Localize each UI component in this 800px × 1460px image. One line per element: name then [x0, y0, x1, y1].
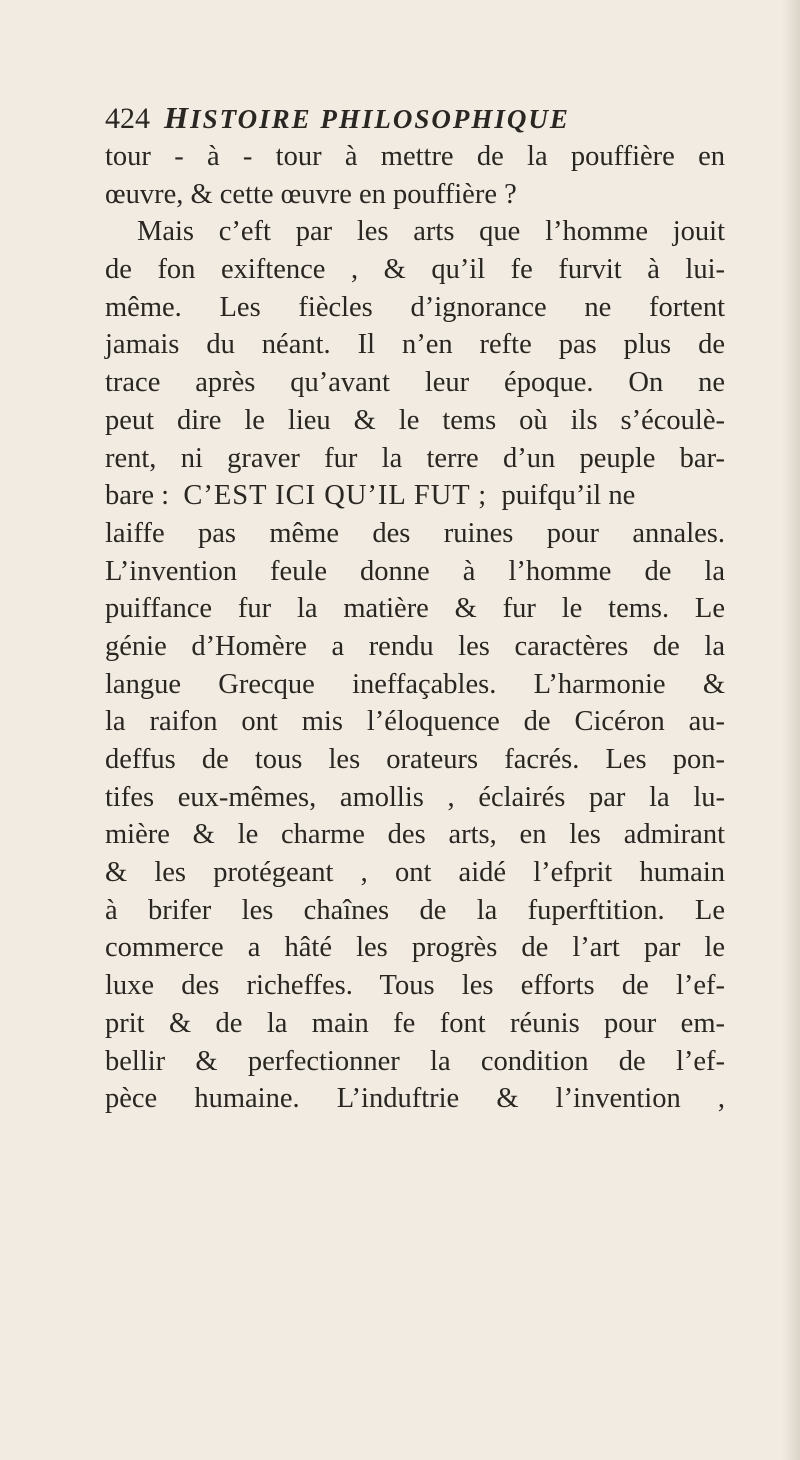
text-line: à brifer les chaînes de la fuperftition. Le: [105, 894, 725, 926]
text-line: la raifon ont mis l’éloquence de Cicéron au-: [105, 706, 725, 738]
text-line: commerce a hâté les progrès de l’art par le: [105, 932, 725, 964]
text-line: pèce humaine. L’induftrie & l’invention ,: [105, 1083, 725, 1115]
text-line: de fon exiftence , & qu’il fe furvit à lui-: [105, 254, 725, 286]
text-fragment: puifqu’il ne: [501, 480, 636, 512]
text-line: tifes eux-mêmes, amollis , éclairés par la lu-: [105, 781, 725, 813]
text-line: même. Les fiècles d’ignorance ne fortent: [105, 291, 725, 323]
page-number: 424: [105, 102, 150, 135]
text-line: langue Grecque ineffaçables. L’harmonie &: [105, 668, 725, 700]
page-edge-shadow: [782, 0, 800, 1460]
text-line: œuvre, & cette œuvre en pouffière ?: [105, 178, 517, 210]
text-line: L’invention feule donne à l’homme de la: [105, 555, 725, 587]
text-line: prit & de la main fe font réunis pour em-: [105, 1007, 725, 1039]
text-line: & les protégeant , ont aidé l’efprit humain: [105, 857, 725, 889]
text-line: [105, 477, 725, 515]
running-title-initial: H: [164, 100, 191, 135]
text-line: trace après qu’avant leur époque. On ne: [105, 367, 725, 399]
text-line: mière & le charme des arts, en les admirant: [105, 819, 725, 851]
text-line: laiffe pas même des ruines pour annales.: [105, 517, 725, 549]
small-caps-phrase: C’EST ICI QU’IL FUT ;: [183, 480, 488, 512]
text-line: génie d’Homère a rendu les caractères de la: [105, 630, 725, 662]
running-title-rest: ISTOIRE PHILOSOPHIQUE: [190, 104, 570, 134]
text-line: luxe des richeffes. Tous les efforts de l’ef-: [105, 970, 725, 1002]
running-title: [164, 100, 570, 135]
text-line: rent, ni graver fur la terre d’un peuple bar-: [105, 442, 725, 474]
text-line: puiffance fur la matière & fur le tems. Le: [105, 593, 725, 625]
text-fragment: bare :: [105, 480, 170, 512]
body-text: [105, 138, 725, 1118]
text-line: peut dire le lieu & le tems où ils s’écoulè-: [105, 404, 725, 436]
text-line: tour - à - tour à mettre de la pouffière en: [105, 141, 725, 172]
text-line: bellir & perfectionner la condition de l’ef-: [105, 1045, 725, 1077]
text-line: deffus de tous les orateurs facrés. Les pon-: [105, 744, 725, 775]
running-head: [105, 96, 725, 140]
text-line: jamais du néant. Il n’en refte pas plus de: [105, 329, 725, 361]
text-line: Mais c’eft par les arts que l’homme jouit: [137, 216, 725, 248]
